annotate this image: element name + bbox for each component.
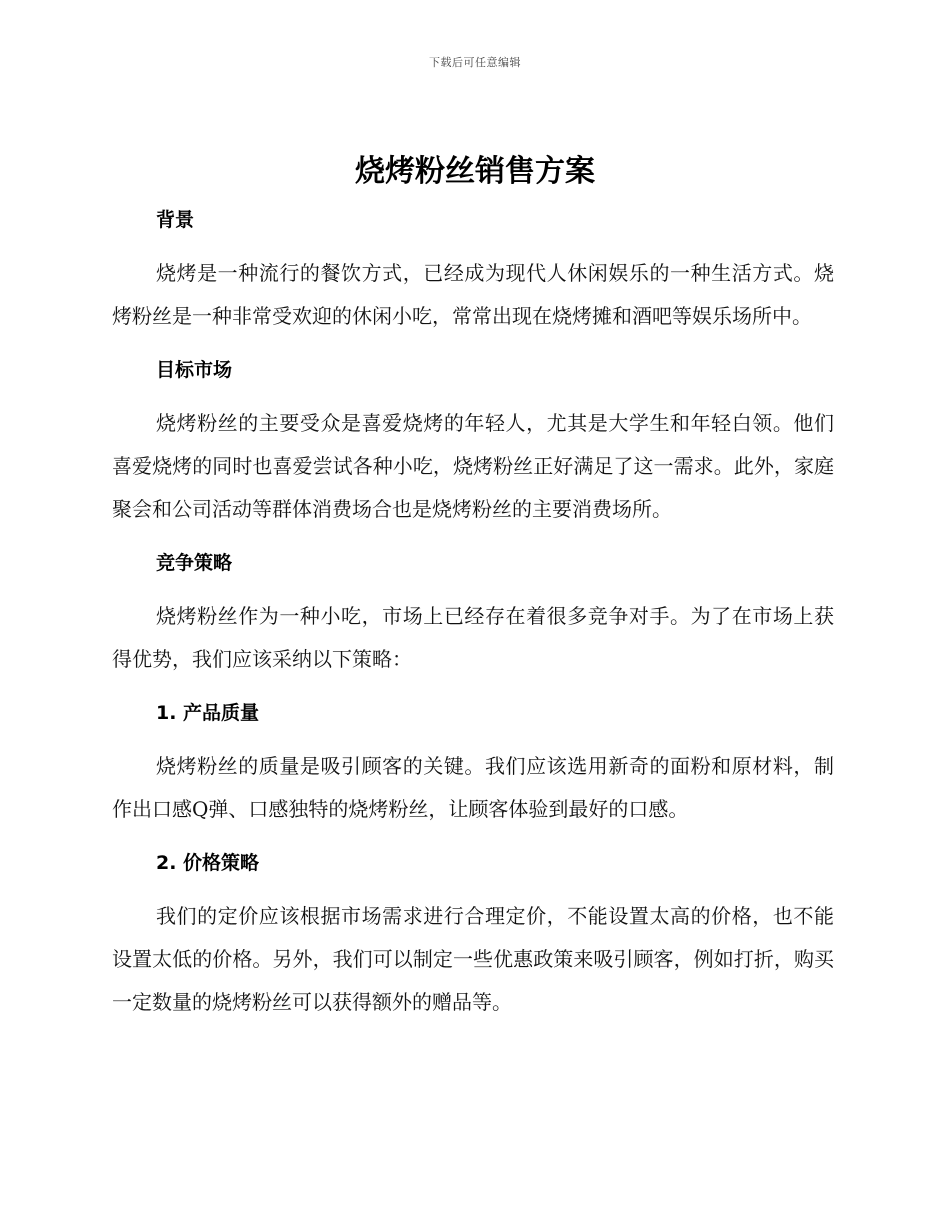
section-heading: 2. 价格策略: [156, 852, 260, 874]
section-heading: 目标市场: [156, 359, 233, 381]
paragraph: 烧烤粉丝作为一种小吃，市场上已经存在着很多竞争对手。为了在市场上获得优势，我们应该采纳以下策略：: [112, 604, 834, 671]
document-body: [112, 200, 834, 1036]
section-product-quality: [112, 693, 834, 831]
paragraph: 烧烤粉丝的质量是吸引顾客的关键。我们应该选用新奇的面粉和原材料，制作出口感Q弹、口感独特的烧烤粉丝，让顾客体验到最好的口感。: [112, 754, 834, 821]
page-header: 下载后可任意编辑: [429, 56, 521, 69]
section-background: [112, 200, 834, 338]
paragraph: 我们的定价应该根据市场需求进行合理定价，不能设置太高的价格，也不能设置太低的价格。另外，我们可以制定一些优惠政策来吸引顾客，例如打折，购买一定数量的烧烤粉丝可以获得额外的赠品等。: [112, 904, 834, 1014]
paragraph: 烧烤是一种流行的餐饮方式，已经成为现代人休闲娱乐的一种生活方式。烧烤粉丝是一种非常受欢迎的休闲小吃，常常出现在烧烤摊和酒吧等娱乐场所中。: [112, 261, 834, 328]
paragraph: 烧烤粉丝的主要受众是喜爱烧烤的年轻人，尤其是大学生和年轻白领。他们喜爱烧烤的同时也喜爱尝试各种小吃，烧烤粉丝正好满足了这一需求。此外，家庭聚会和公司活动等群体消费场合也是烧烤粉丝的主要消费场所。: [112, 411, 834, 521]
section-pricing-strategy: [112, 843, 834, 1024]
document-title: 烧烤粉丝销售方案: [355, 154, 595, 189]
section-heading: 竞争策略: [156, 552, 233, 574]
section-target-market: [112, 350, 834, 531]
section-heading: 背景: [156, 209, 195, 231]
section-heading: 1. 产品质量: [156, 702, 260, 724]
section-competition-strategy: [112, 543, 834, 681]
